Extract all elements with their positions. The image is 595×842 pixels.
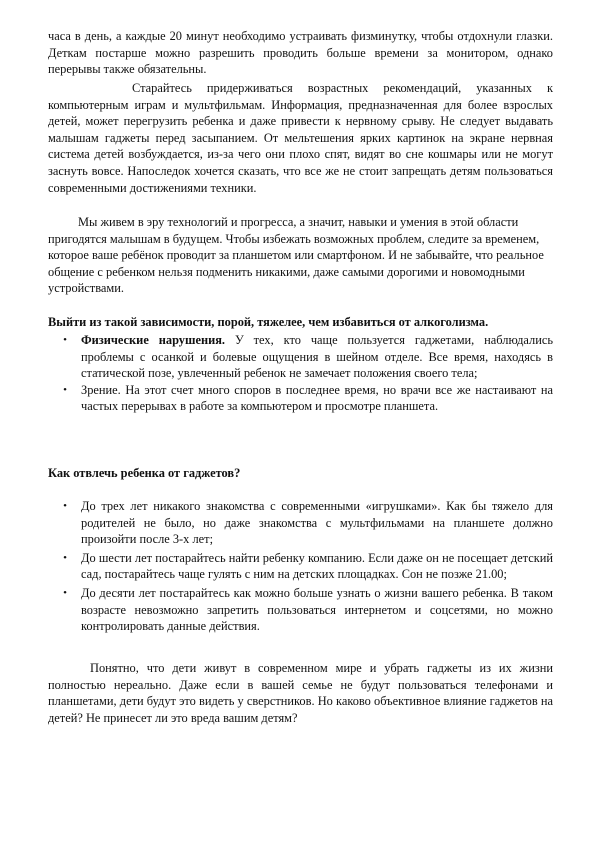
paragraph-screen-time: часа в день, а каждые 20 минут необходимо устраивать физминутку, чтобы отдохнули глазки. Деткам постарше можно разрешить проводить больше времени за монитором, однако перерывы также обязательны.	[48, 29, 553, 77]
bullet-icon: •	[63, 586, 67, 599]
list-item-text: До трех лет никакого знакомства с современными «игрушками». Как бы тяжело для родителей не было, но даже знакомства с мультфильмами на планшете должно произойти после 3-х лет;	[81, 499, 553, 547]
list-item	[0, 550, 553, 583]
list-item-term: Физические нарушения.	[81, 333, 226, 347]
age-advice-list	[0, 498, 595, 637]
list-item-text: У тех, кто чаще пользуется гаджетами, наблюдались проблемы с осанкой и болевые ощущения в шейном отделе. Все время, находясь в статической позе, увлеченный ребенок не замечает положения своего тела;	[81, 333, 553, 381]
list-item	[0, 332, 553, 382]
list-item	[0, 498, 553, 548]
harm-list	[0, 332, 595, 415]
bullet-icon: •	[63, 551, 67, 564]
list-item-text: Зрение. На этот счет много споров в последнее время, но врачи все же настаивают на частых перерывах в работе за компьютером и просмотре планшета.	[81, 382, 553, 414]
list-item	[0, 382, 553, 415]
bullet-icon: •	[63, 383, 67, 396]
paragraph-conclusion: Понятно, что дети живут в современном мире и убрать гаджеты из их жизни полностью нереально. Даже если в вашей семье не будут пользоваться телефонами и планшетами, дети будут это видеть у сверстников. Но каково объективное влияние гаджетов на детей? Не принесет ли это вреда вашим детям?	[48, 661, 553, 725]
paragraph-technology-era: Мы живем в эру технологий и прогресса, а значит, навыки и умения в этой области пригодятся малышам в будущем. Чтобы избежать возможных проблем, следите за временем, которое ваше ребёнок проводит за планшетом или смартфоном. И не забывайте, что реальное общение с ребенком нельзя подменить никакими, даже самыми дорогими и новомодными устройствами.	[48, 215, 544, 296]
list-item-text: До шести лет постарайтесь найти ребенку компанию. Если даже он не посещает детский сад, постарайтесь чаще гулять с ним на детских площадках. Сон не позже 21.00;	[81, 550, 553, 582]
paragraph-age-recommendations: Старайтесь придерживаться возрастных рекомендаций, указанных к компьютерным играм и мультфильмам. Информация, предназначенная для более взрослых детей, может перегрузить ребенка и даже привести к нервному срыву. Не следует выдавать малышам гаджеты перед засыпанием. От мельтешения ярких картинок на экране нервная система детей возбуждается, из-за чего они плохо спят, видят во сне кошмары или не могут заснуть вовсе. Напоследок хочется сказать, что все же не стоит запрещать детям пользоваться современными достижениями техники.	[48, 81, 553, 195]
bullet-icon: •	[63, 334, 67, 346]
list-item-text: До десяти лет постарайтесь как можно больше узнать о жизни вашего ребенка. В таком возрасте невозможно запретить пользоваться интернетом и соцсетями, но можно контролировать данные действия.	[81, 585, 553, 634]
heading-distract: Как отвлечь ребенка от гаджетов?	[48, 466, 241, 480]
list-item	[0, 585, 553, 635]
bullet-icon: •	[63, 500, 67, 512]
heading-dependence: Выйти из такой зависимости, порой, тяжелее, чем избавиться от алкоголизма.	[48, 315, 489, 329]
